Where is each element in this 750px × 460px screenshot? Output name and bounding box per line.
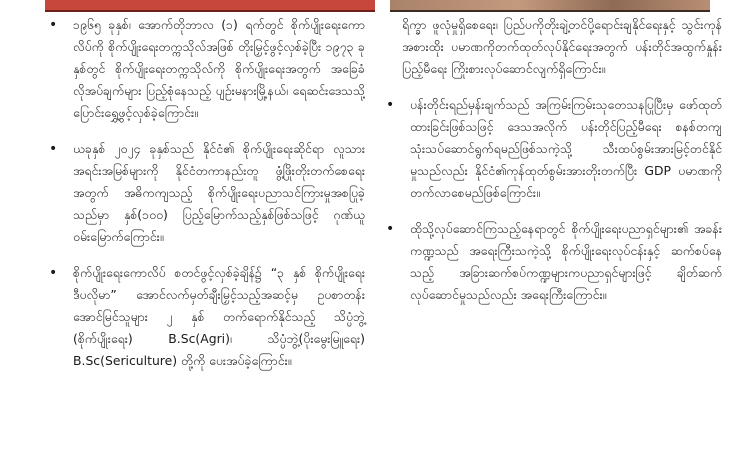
right-bullet-list: [382, 14, 722, 306]
bullet-text: ပန်းတိုင်းရည်မှန်းချက်သည် အကြမ်းကြမ်းသုတေသနပြုပြီးမှ ဖော်ထုတ်ထားခြင်းဖြစ်သဖြင့် ဒေသအလိုက် ပန်းတိုင်ပြည့်မီရေး စနစ်တကျ သုံးသပ်ဆောင်ရွက်ရမည်ဖြစ်သကဲ့သို့ သီးထပ်စွမ်းအားမြင့်တင်နိုင်မှုသည်လည်း နိုင်ငံ၏ကုန်ထုတ်စွမ်းအားတိုးတက်ပြီး GDP ပမာဏကိုတက်လာစေမည်ဖြစ်ကြောင်း။: [410, 97, 722, 200]
bullet-marker: •: [386, 221, 395, 237]
continued-paragraph: [382, 14, 722, 80]
bullet-text: စိုက်ပျိုးရေးကောလိပ် စတင်ဖွင့်လှစ်ခဲ့ချိန်၌ “၃ နှစ် စိုက်ပျိုးရေး ဒီပလိုမာ” အောင်လက်မှတ်ချီးမြှင့်သည့်အဆင့်မှ ဥပစာတန်း အောင်မြင်သူများ ၂ နှစ် တက်ရောက်နိုင်သည့် သိပ္ပံဘွဲ့ (စိုက်ပျိုးရေး) B.Sc(Agri)၊ သိပ္ပံဘွဲ့(ပိုးမွေးမြူရေး) B.Sc(Sericulture) တို့ကို ပေးအပ်ခဲ့ကြောင်း။: [73, 265, 365, 368]
top-photo-left: [45, 0, 375, 12]
list-item: [45, 138, 365, 248]
bullet-text: ထိုသို့လုပ်ဆောင်ကြသည့်နေရာတွင် စိုက်ပျိုးရေးပညာရှင်များ၏ အခန်းကဏ္ဍသည် အရေးကြီးသကဲ့သို့ စိုက်ပျိုးရေးလုပ်ငန်းနှင့် ဆက်စပ်နေသည့် အခြားဆက်စပ်ကဏ္ဍများကပညာရှင်များဖြင့် ချိတ်ဆက်လုပ်ဆောင်မှုသည်လည်း အရေးကြီးကြောင်း။: [410, 221, 722, 302]
bullet-marker: •: [386, 97, 395, 113]
left-column: [45, 14, 365, 386]
bullet-marker: •: [49, 141, 58, 157]
list-item: [382, 94, 722, 204]
bullet-marker: •: [49, 17, 58, 33]
list-item: [382, 218, 722, 306]
list-item: [45, 262, 365, 372]
left-bullet-list: [45, 14, 365, 372]
top-photo-right: [390, 0, 710, 12]
continued-text: ရိက္ခာ ဖူလုံမှုရှိစေရေး၊ ပြည်ပကိုတိုးချဲ့တင်ပို့ရောင်းချနိုင်ရေးနှင့် သွင်းကုန်အစားထိုး ပမာဏကိုတက်ထုတ်လုပ်နိုင်ရေးအတွက် ပန်းတိုင်အထွက်နှုန်း ပြည့်မီရေး ကြိုးစားလုပ်ဆောင်လျက်ရှိကြောင်း။: [402, 17, 722, 76]
bullet-text: ယခုနှစ် ၂၀၂၄ ခုနှစ်သည် နိုင်ငံ၏ စိုက်ပျိုးရေးဆိုင်ရာ လူသားအရင်းအမြစ်များကို နိုင်ငံတကာနည်းတူ ဖွံ့ဖြိုးတိုးတက်စေရေးအတွက် အဓိကကျသည့် စိုက်ပျိုးရေးပညာသင်ကြားမှုအစပြုခဲ့သည်မှာ နှစ်(၁၀၀) ပြည့်မြောက်သည့်နှစ်ဖြစ်သဖြင့် ဂုဏ်ယူဝမ်းမြောက်ကြောင်း။: [73, 141, 365, 244]
right-column: [382, 14, 722, 320]
bullet-text: ၁၉၆၅ ခုနှစ်၊ အောက်တိုဘာလ (၁) ရက်တွင် စိုက်ပျိုးရေးကောလိပ်ကို စိုက်ပျိုးရေးတက္ကသိုလ်အဖြစ် တိုးမြှင့်ဖွင့်လှစ်ခဲ့ပြီး ၁၉၇၃ ခုနှစ်တွင် စိုက်ပျိုးရေးတက္ကသိုလ်ကို စိုက်ပျိုးရေးအတွက် အခြေခံလိုအပ်ချက်များ ပြည့်စုံနေသည့် ပျဉ်းမနားမြို့နယ်၊ ရေဆင်းဒေသသို့ ပြောင်းရွှေ့ဖွင့်လှစ်ခဲ့ကြောင်း။: [73, 17, 365, 120]
bullet-marker: •: [49, 265, 58, 281]
list-item: [45, 14, 365, 124]
